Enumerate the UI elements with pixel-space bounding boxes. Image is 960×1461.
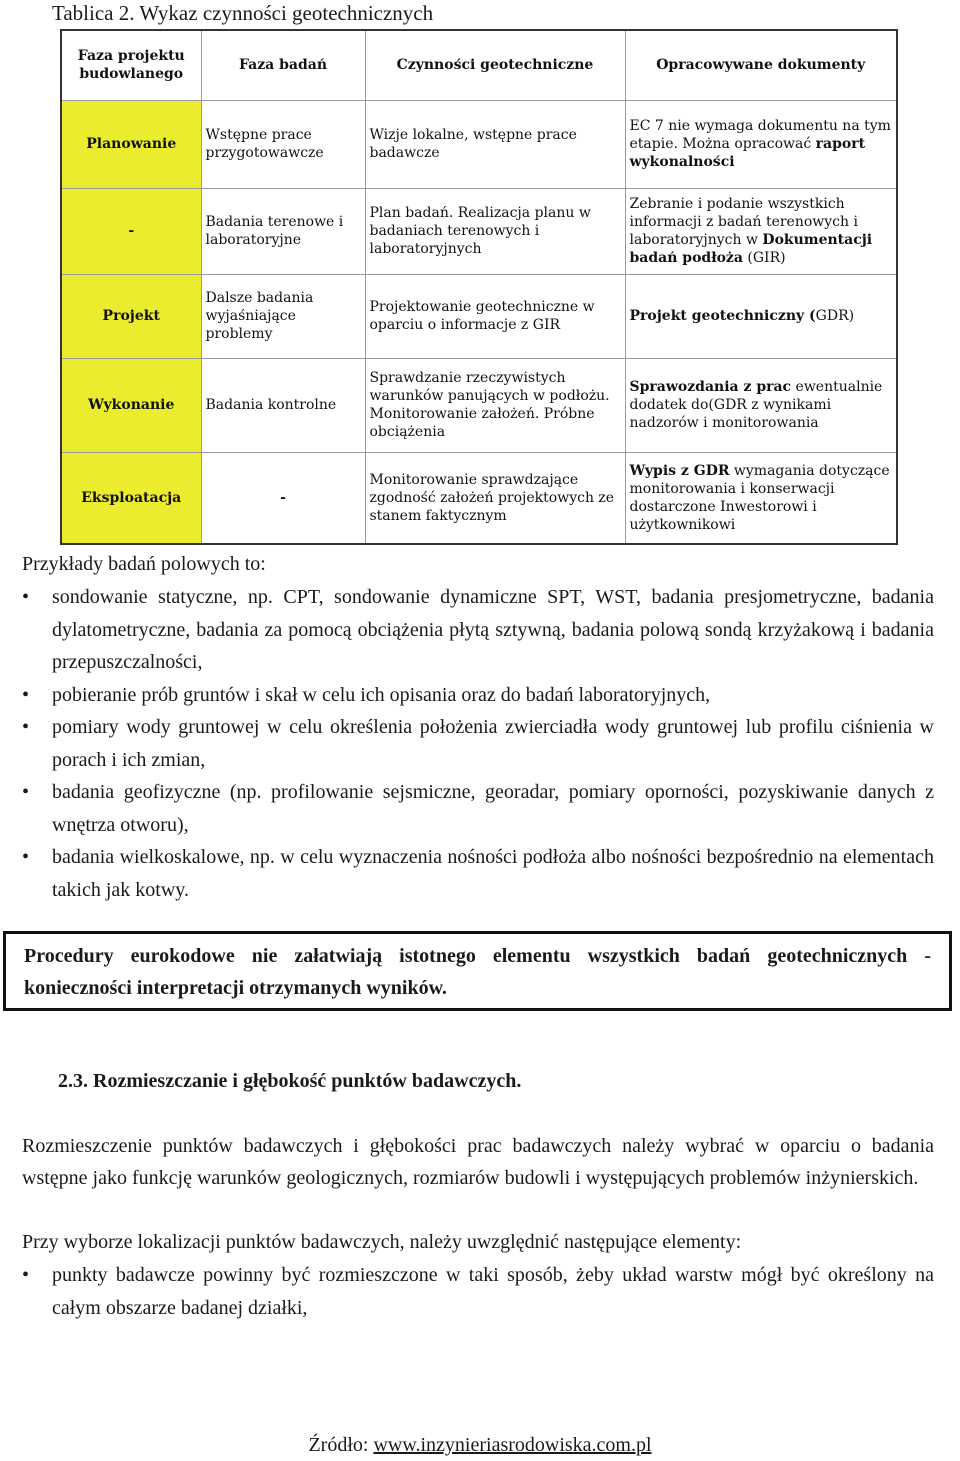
list-item [22, 581, 934, 679]
cell-project-phase: Projekt [61, 274, 201, 358]
cell-geotechnical-activities: Sprawdzanie rzeczywistych warunków panujących w podłożu. Monitorowanie założeń. Próbne obciążenia [365, 358, 625, 452]
documents-text-segment: GDR) [815, 308, 855, 324]
table-row [61, 188, 897, 274]
cell-documents [625, 452, 897, 544]
documents-text-segment: Zebranie i podanie wszystkich informacji z badań terenowych i laboratoryjnych w [629, 196, 858, 248]
table-row [61, 274, 897, 358]
list-item-text: pobieranie prób gruntów i skał w celu ich opisania oraz do badań laboratoryjnych, [52, 683, 711, 706]
field-tests-intro: Przykłady badań polowych to: [22, 553, 266, 575]
table-body [61, 100, 897, 544]
header-project-phase: Faza projektu budowlanego [61, 30, 201, 100]
section-heading: 2.3. Rozmieszczanie i głębokość punktów badawczych. [58, 1070, 522, 1092]
documents-text-segment: Projekt geotechniczny ( [629, 308, 816, 324]
cell-geotechnical-activities: Wizje lokalne, wstępne prace badawcze [365, 100, 625, 188]
documents-text-segment: Sprawozdania z prac [629, 379, 792, 395]
source-footer [0, 1430, 960, 1460]
cell-documents [625, 274, 897, 358]
cell-project-phase: Wykonanie [61, 358, 201, 452]
cell-research-phase: Badania kontrolne [201, 358, 365, 452]
list-item [22, 679, 934, 712]
list-item-text: punkty badawcze powinny być rozmieszczone w taki sposób, żeby układ warstw mógł być określony na całym obszarze badanej działki, [52, 1264, 934, 1319]
bullet-icon: • [22, 716, 30, 738]
table-header-row [61, 30, 897, 100]
cell-documents [625, 100, 897, 188]
list-item-text: badania geofizyczne (np. profilowanie sejsmiczne, georadar, pomiary oporności, pozyskiwanie danych z wnętrza otworu), [52, 781, 934, 836]
list-item [22, 711, 934, 776]
bullet-icon: • [22, 683, 30, 706]
bullet-icon: • [22, 846, 30, 868]
documents-text-segment: Dokumentacji badań podłoża [629, 232, 873, 266]
cell-research-phase: Badania terenowe i laboratoryjne [201, 188, 365, 274]
cell-documents [625, 188, 897, 274]
cell-project-phase: Eksploatacja [61, 452, 201, 544]
list-item-text: badania wielkoskalowe, np. w celu wyznaczenia nośności podłoża albo nośności bezpośrednio na elementach takich jak kotwy. [52, 846, 934, 901]
documents-text-segment: wymagania dotyczące monitorowania i konserwacji dostarczone Inwestorowi i użytkownikowi [629, 462, 890, 533]
cell-documents [625, 358, 897, 452]
source-label: Źródło: [308, 1434, 374, 1456]
cell-research-phase: Wstępne prace przygotowawcze [201, 100, 365, 188]
source-link[interactable]: www.inzynieriasrodowiska.com.pl [373, 1434, 652, 1456]
cell-geotechnical-activities: Projektowanie geotechniczne w oparciu o informacje z GIR [365, 274, 625, 358]
table-caption: Tablica 2. Wykaz czynności geotechnicznych [52, 1, 434, 25]
documents-text-segment: (GIR) [742, 250, 786, 266]
list-item [22, 776, 934, 841]
selection-criteria-list [22, 1259, 934, 1324]
geotechnical-activities-table [60, 29, 898, 545]
documents-text-segment: Wypis z GDR [629, 462, 730, 479]
table-row [61, 100, 897, 188]
list-item [22, 1259, 934, 1324]
header-geotechnical-activities: Czynności geotechniczne [365, 30, 625, 100]
header-documents: Opracowywane dokumenty [625, 30, 897, 100]
bullet-icon: • [22, 1264, 30, 1286]
cell-project-phase: - [61, 188, 201, 274]
documents-text-segment: ewentualnie dodatek do(GDR z wynikami nadzorów i monitorowania [629, 379, 883, 431]
paragraph-selection-intro: Przy wyborze lokalizacji punktów badawczych, należy uwzględnić następujące elementy: [22, 1231, 742, 1253]
list-item-text: pomiary wody gruntowej w celu określenia położenia zwierciadła wody gruntowej lub profilu ciśnienia w porach i ich zmian, [52, 716, 934, 771]
list-item-text: sondowanie statyczne, np. CPT, sondowanie dynamiczne SPT, WST, badania presjometryczne, badania dylatometryczne, badania za pomocą obciążenia płytą sztywną, badania polową sondą krzyżakową i badania przepuszczalności, [52, 586, 934, 673]
cell-research-phase: Dalsze badania wyjaśniające problemy [201, 274, 365, 358]
documents-text-segment: EC 7 nie wymaga dokumentu na tym etapie. Można opracować [629, 118, 891, 152]
bullet-icon: • [22, 781, 30, 803]
field-tests-list [22, 581, 934, 906]
bullet-icon: • [22, 586, 30, 608]
cell-geotechnical-activities: Plan badań. Realizacja planu w badaniach terenowych i laboratoryjnych [365, 188, 625, 274]
table-row [61, 358, 897, 452]
cell-research-phase: - [201, 452, 365, 544]
cell-project-phase: Planowanie [61, 100, 201, 188]
paragraph-placement: Rozmieszczenie punktów badawczych i głębokości prac badawczych należy wybrać w oparciu o badania wstępne jako funkcję warunków geologicznych, rozmiarów budowli i występujących problemów inżynierskich. [22, 1135, 934, 1189]
list-item [22, 841, 934, 906]
header-research-phase: Faza badań [201, 30, 365, 100]
documents-text-segment: raport wykonalności [629, 136, 866, 170]
eurocode-note-box [3, 931, 952, 1011]
table-row [61, 452, 897, 544]
cell-geotechnical-activities: Monitorowanie sprawdzające zgodność założeń projektowych ze stanem faktycznym [365, 452, 625, 544]
eurocode-note-text: Procedury eurokodowe nie załatwiają istotnego elementu wszystkich badań geotechnicznych - konieczności interpretacji otrzymanych wyników. [24, 945, 931, 999]
